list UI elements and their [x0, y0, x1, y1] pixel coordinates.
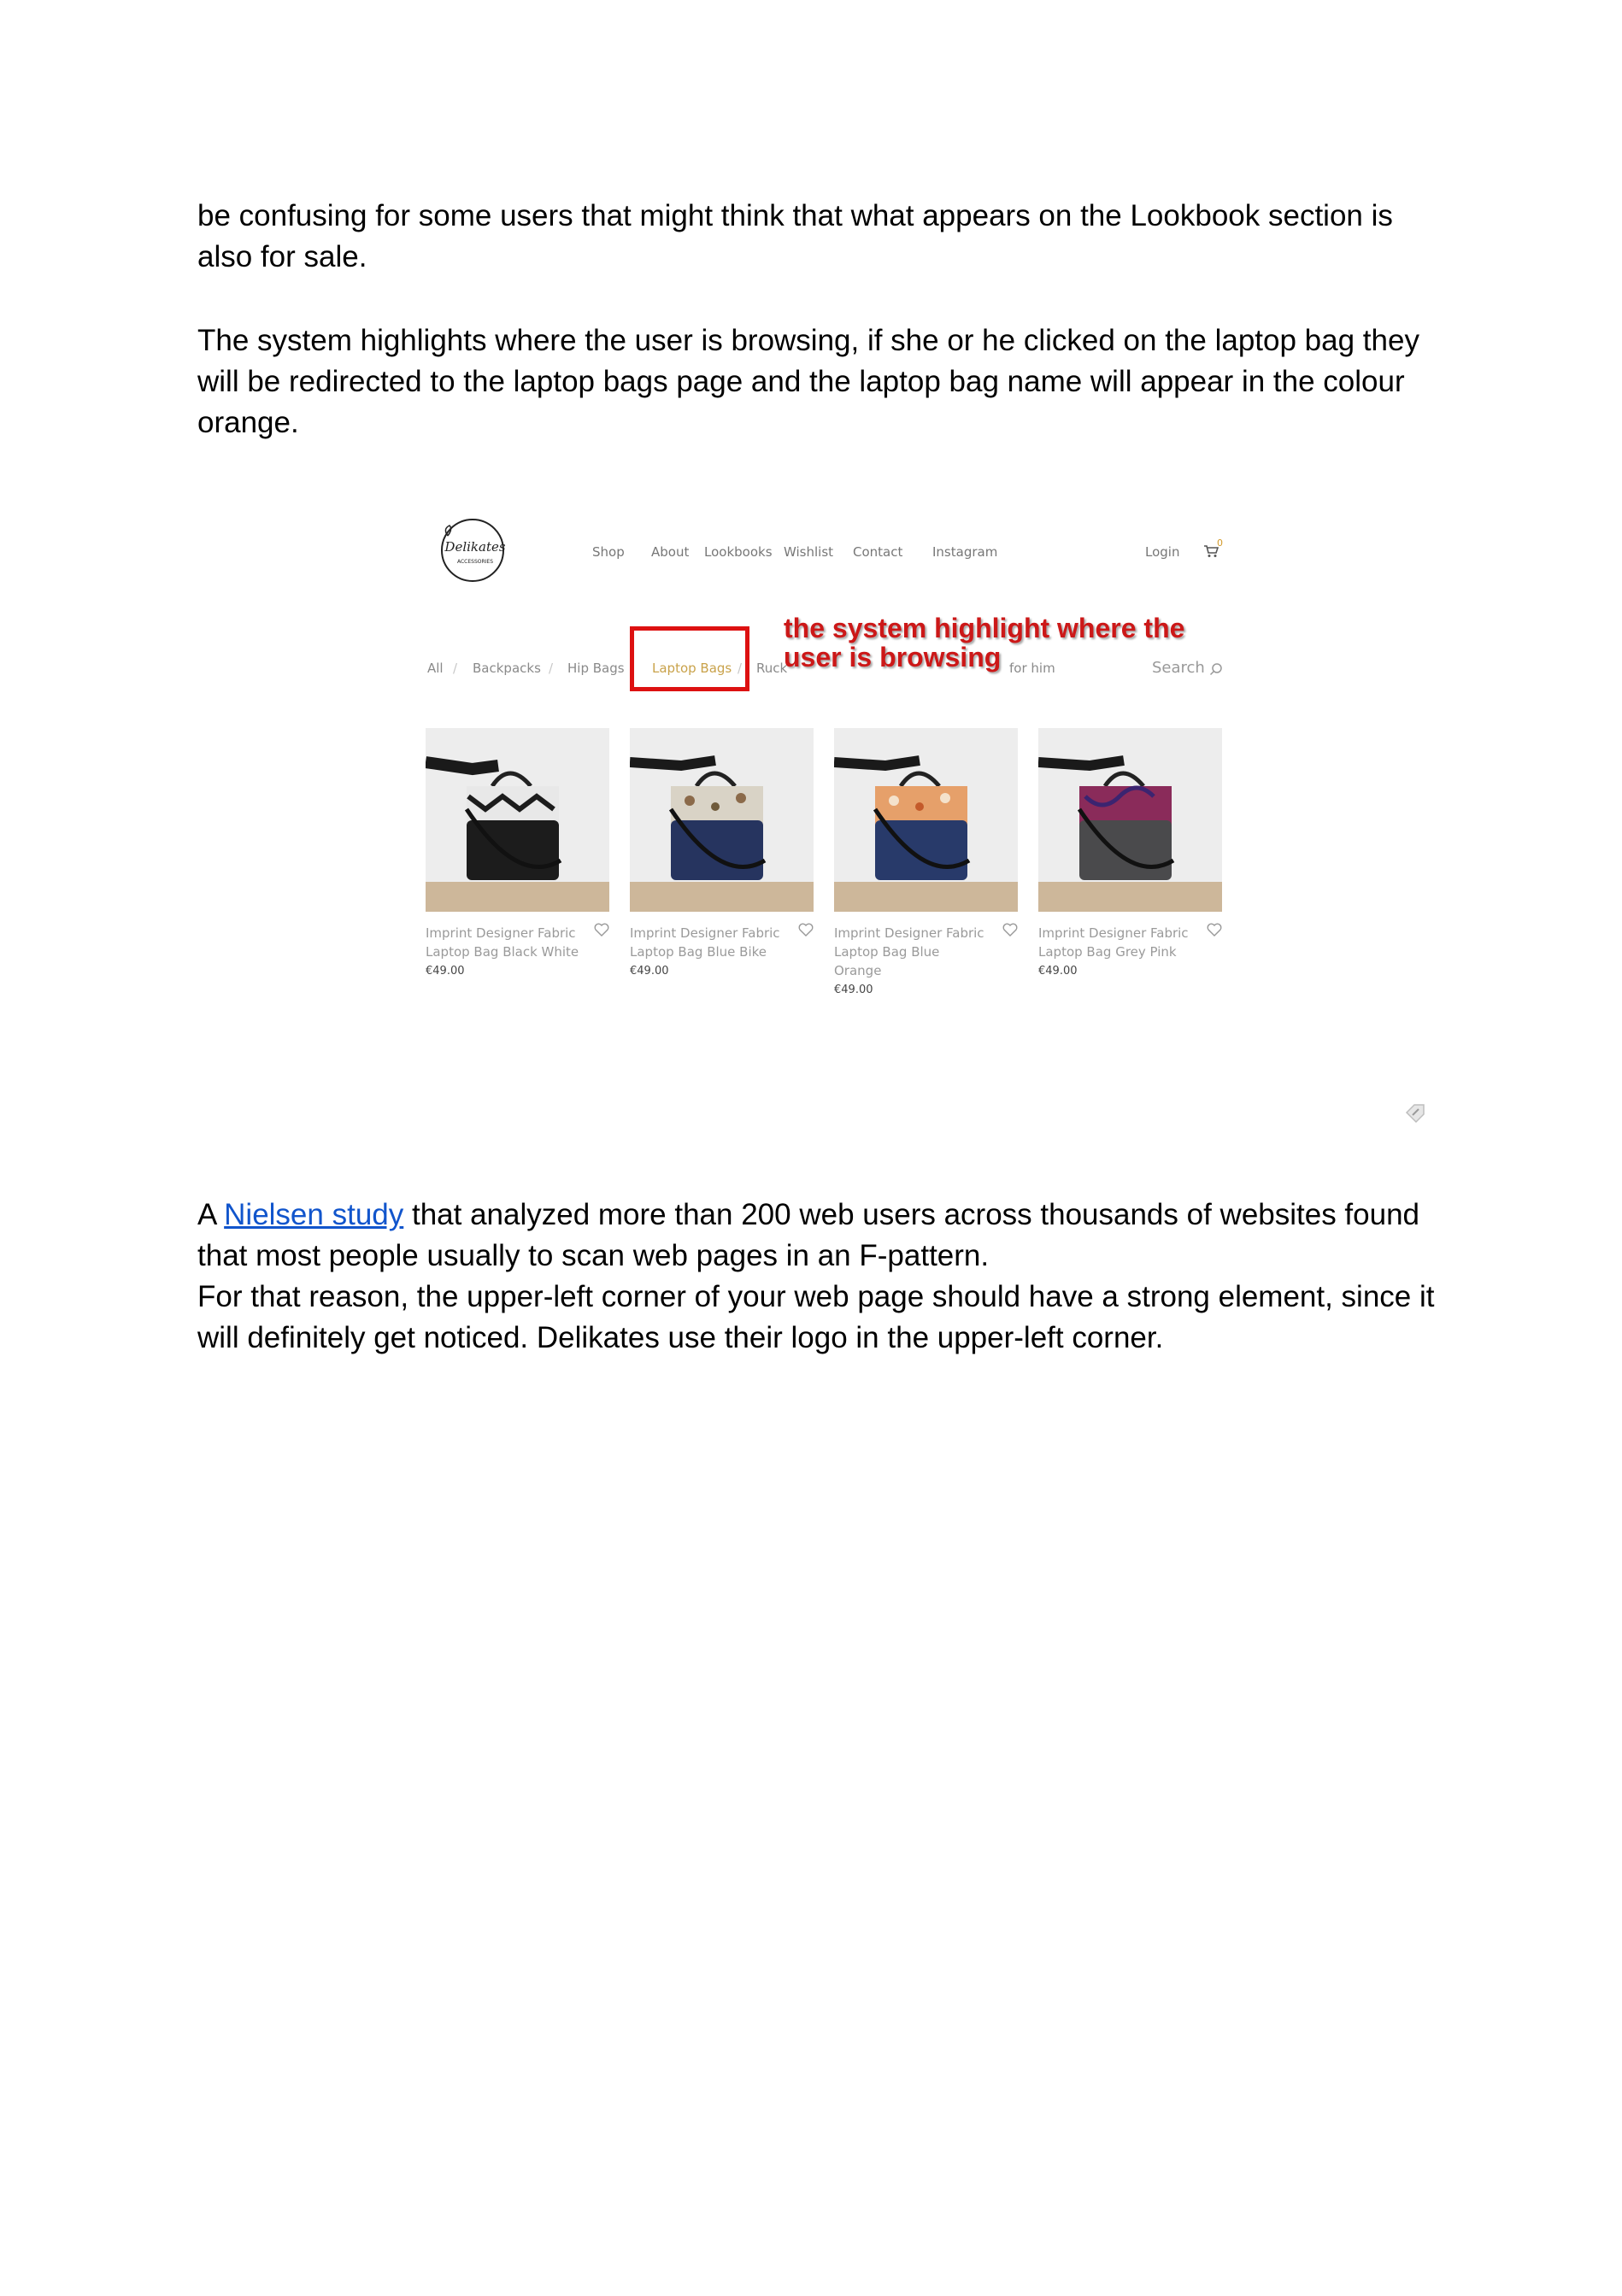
product-name[interactable]: Imprint Designer Fabric Laptop Bag Black White — [426, 925, 579, 960]
cat-separator: / — [549, 661, 554, 676]
wishlist-heart-icon[interactable] — [798, 923, 814, 937]
product-price: €49.00 — [630, 965, 669, 978]
paragraph-system-highlight: The system highlights where the user is browsing, if she or he clicked on the laptop bag they will be redirected to the laptop bags page and the laptop bag name will appear in the colour orange. — [197, 324, 1419, 439]
paragraph-nielsen — [197, 1195, 1437, 1277]
product-price: €49.00 — [1038, 965, 1078, 978]
product-price: €49.00 — [834, 984, 873, 996]
product-card[interactable] — [630, 728, 814, 978]
website-screenshot — [410, 500, 1231, 1013]
search-label[interactable]: Search — [1152, 659, 1205, 677]
logo-subtitle: ACCESSORIES — [456, 559, 494, 565]
logo-wordmark: Delikates — [444, 539, 506, 555]
wishlist-heart-icon[interactable] — [1002, 923, 1018, 937]
product-card[interactable] — [834, 728, 1018, 996]
product-price: €49.00 — [426, 965, 465, 978]
cat-separator: / — [453, 661, 458, 676]
product-name[interactable]: Imprint Designer Fabric Laptop Bag Blue Bike — [630, 925, 780, 960]
cat-separator: / — [630, 661, 635, 676]
cat-laptop-bags-active[interactable]: Laptop Bags — [652, 661, 732, 676]
cat-for-him[interactable]: for him — [1009, 661, 1055, 676]
delikates-logo — [436, 517, 509, 584]
nav-lookbooks[interactable]: Lookbooks — [704, 544, 773, 560]
nav-instagram[interactable]: Instagram — [932, 544, 998, 560]
cart-count: 0 — [1217, 537, 1223, 549]
paragraph-upper-left: For that reason, the upper-left corner of your web page should have a strong element, since it will definitely get noticed. Delikates use their logo in the upper-left corner. — [197, 1280, 1435, 1354]
paragraph-lookbook-confusion: be confusing for some users that might think that what appears on the Lookbook section is also for sale. — [197, 199, 1393, 273]
p3-after: that analyzed more than 200 web users across thousands of websites found that most people usually to scan web pages in an F-pattern. — [197, 1198, 1420, 1272]
product-photo — [630, 728, 814, 912]
cat-backpacks[interactable]: Backpacks — [473, 661, 541, 676]
p3-before: A — [197, 1198, 225, 1231]
wishlist-heart-icon[interactable] — [1207, 923, 1222, 937]
highlight-box — [630, 626, 749, 691]
wishlist-heart-icon[interactable] — [594, 923, 609, 937]
nielsen-study-link[interactable]: Nielsen study — [224, 1198, 404, 1231]
nav-about[interactable]: About — [651, 544, 690, 560]
nav-shop[interactable]: Shop — [592, 544, 625, 560]
nav-wishlist[interactable]: Wishlist — [784, 544, 834, 560]
product-card[interactable] — [1038, 728, 1222, 978]
cat-hip-bags[interactable]: Hip Bags — [567, 661, 625, 676]
annotation-label: the system highlight where the user is browsing — [784, 613, 1185, 672]
login-link[interactable]: Login — [1145, 544, 1180, 560]
product-photo — [426, 728, 609, 912]
product-name[interactable]: Imprint Designer Fabric Laptop Bag Grey Pink — [1038, 925, 1189, 960]
product-photo — [1038, 728, 1222, 912]
product-card[interactable] — [426, 728, 609, 978]
cat-all[interactable]: All — [427, 661, 444, 676]
edit-pencil-icon[interactable] — [1402, 1098, 1431, 1127]
product-name[interactable]: Imprint Designer Fabric Laptop Bag Blue Orange — [834, 925, 984, 978]
cat-separator: / — [738, 661, 743, 676]
cat-ruck[interactable]: Ruck — [756, 661, 788, 676]
product-photo — [834, 728, 1018, 912]
nav-contact[interactable]: Contact — [853, 544, 903, 560]
